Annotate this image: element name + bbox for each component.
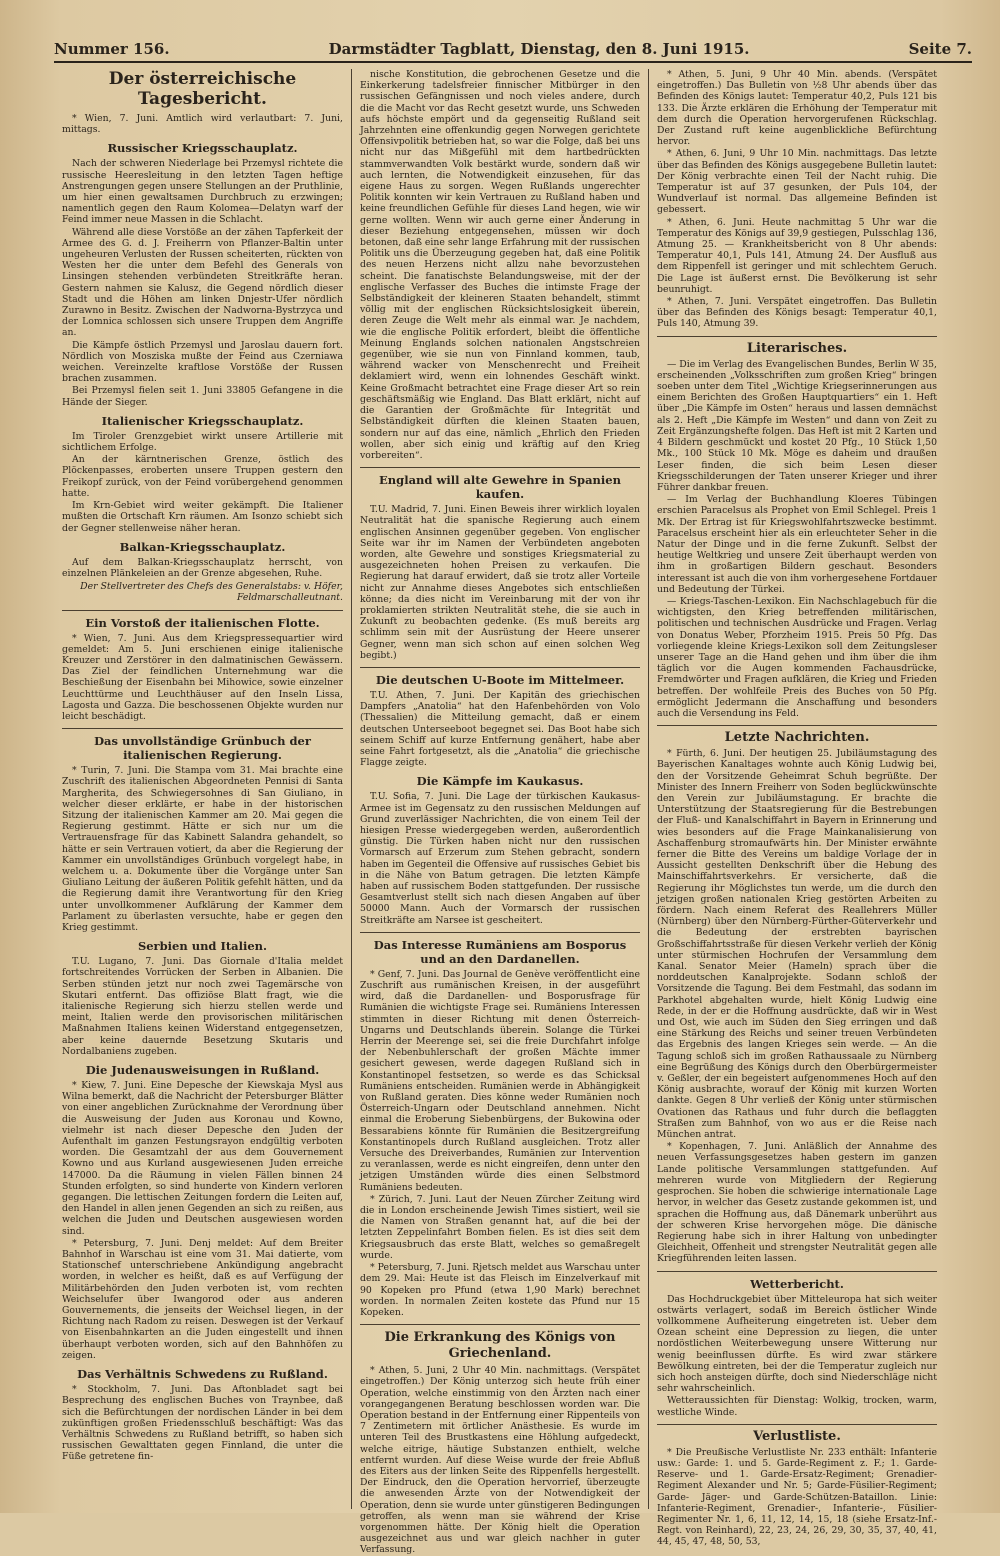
paragraph: * Kiew, 7. Juni. Eine Depesche der Kiewskaja Mysl aus Wilna bemerkt, daß die Nachricht der Petersburger Blätter von einer angeblichen Zurücknahme der Verordnung über die Ausweisung der Juden aus Koronau und Kowno, vielmehr ist nach dieser Depesche den Juden der Aufenthalt im ganzen Festungsrayon endgültig verboten worden. Die Gesamtzahl der aus dem Gouvernement Kowno und aus Kurland ausgewiesenen Juden erreiche 147000. Da die Räumung in vielen Fällen binnen 24 Stunden erfolgten, so sind hunderte von Kindern verloren gegangen. Die lettischen Zeitungen fordern die Leiten auf, den Handel in allen jenen Gegenden an sich zu reißen, aus welchen die Juden und Deutschen ausgewiesen worden sind. xyxy=(62,1080,343,1237)
column-3 xyxy=(648,69,945,1548)
paragraph: * Stockholm, 7. Juni. Das Aftonbladet sagt bei Besprechung des englischen Buches von Traynbee, daß sich die Befürchtungen der nordischen Länder in bei dem zukünftigen großen Friedensschluß beschäftigt: Was das Verhältnis Schwedens zu Rußland betrifft, so haben sich russischen Gewalttaten gegen Finnland, die unter die Füße getretene fin- xyxy=(62,1384,343,1463)
issue-number: Nummer 156. xyxy=(54,40,170,58)
columns xyxy=(54,69,972,1556)
paragraph: * Petersburg, 7. Juni. Rjetsch meldet aus Warschau unter dem 29. Mai: Heute ist das Fleisch im Einzelverkauf mit 90 Kopeken pro Pfund (etwa 1,90 Mark) berechnet worden. In normalen Zeiten kostete das Pfund nur 15 Kopeken. xyxy=(360,1262,640,1318)
paragraph: T.U. Sofia, 7. Juni. Die Lage der türkischen Kaukasus-Armee ist im Gegensatz zu den russischen Meldungen auf Grund zuverlässiger Nachrichten, die von einem Teil der hiesigen Presse wiedergegeben werden, außerordentlich günstig. Die Türken haben nicht nur den russischen Vormarsch auf Erzerum zum Stehen gebracht, sondern haben im Gegenteil die Offensive auf russisches Gebiet bis in die Nähe von Batum getragen. Die letzten Kämpfe haben auf russischem Boden stattgefunden. Der russische Gesamtverlust stellt sich nach diesen Angaben auf über 50000 Mann. Auch der Vormarsch der russischen Streitkräfte am Narsee ist gescheitert. xyxy=(360,791,640,926)
article-headline: Die Kämpfe im Kaukasus. xyxy=(416,774,584,789)
column-1 xyxy=(54,69,351,1509)
paragraph: Das Hochdruckgebiet über Mitteleuropa hat sich weiter ostwärts verlagert, sodaß im Bereich östlicher Winde vollkommene Aufheiterung eingetreten ist. Ueber dem Ozean scheint eine Depression zu liegen, die unter nordöstlichen Weiterbewegung unsere Witterung nur wenig beeinflussen dürfte. Es wird zwar stärkere Bewölkung eintreten, bei der die Temperatur zugleich nur sich hoch ansteigen dürfte, doch sind Niederschläge nicht sehr wahrscheinlich. xyxy=(657,1293,937,1395)
section-title: Verlustliste. xyxy=(657,1424,937,1444)
masthead xyxy=(54,40,972,63)
signature: Der Stellvertreter des Chefs des Generalstabs: v. Höfer, Feldmarschalleutnant. xyxy=(80,581,343,604)
article-headline: Die Judenausweisungen in Rußland. xyxy=(85,1063,320,1078)
paragraph: * Fürth, 6. Juni. Der heutigen 25. Jubiläumstagung des Bayerischen Kanaltages wohnte auch König Ludwig bei, den der Vorsitzende Geheimrat Schuh begrüßte. Der Minister des Innern Freiherr von Soden beglückwünschte den Verein zur Jubiläumstagung. Er brachte die Unterstützung der Staatsregierung für die Bestrebungen der Fluß- und Kanalschiffahrt in Bayern in Erinnerung und wies besonders auf die Frage Mainkanalisierung von Aschaffenburg stromaufwärts hin. Der Minister erwähnte ferner die Bitte des Vereins um baldige Vorlage der in Aussicht gestellten Denkschrift über die Hebung des Mainschiffahrtsverkehrs. Er versicherte, daß die Regierung ihr Möglichstes tun werde, um die durch den jetzigen großen nationalen Krieg gestörten Arbeiten zu fördern. Nach einem Referat des Reallehrers Müller (Nürnberg) über den Nürnberg-Fürther-Güterverkehr und die Bedeutung der erstrebten bayrischen Großschiffahrtsstraße für diesen Verkehr verlieh der König unter stürmischen Hochrufen der Versammlung dem Kanal. Senator Meier (Hameln) sprach über die norddeutschen Kanalprojekte. Sodann schloß der Vorsitzende die Tagung. Bei dem Festmahl, das sodann im Parkhotel abgehalten wurde, hielt König Ludwig eine Rede, in der er die Hoffnung ausdrückte, daß wir in West und Ost, wie auch im Süden den Sieg erringen und daß eine Stärkung des Reichs und seiner treuen Verbündeten das Ergebnis des langen Krieges sein werde. — An die Tagung schloß sich im großen Rathaussaale zu Nürnberg eine Begrüßung des Königs durch den Oberbürgermeister v. Geßler, der ein begeistert aufgenommenes Hoch auf den König ausbrachte, worauf der König mit kurzen Worten dankte. Gegen 8 Uhr verließ der König unter stürmischen Ovationen das Rathaus und fuhr durch die beflaggten Straßen zum Bahnhof, von wo aus er die Reise nach München antrat. xyxy=(657,748,937,1141)
article-headline: Ein Vorstoß der italienischen Flotte. xyxy=(62,610,343,630)
paragraph: * Genf, 7. Juni. Das Journal de Genève veröffentlicht eine Zuschrift aus rumänischen Kreisen, in der ausgeführt wird, daß die Dardanellen- und Bosporusfrage für Rumänien die wichtigste Frage sei. Rumäniens Interessen stimmten in dieser Richtung mit denen Österreich-Ungarns und Deutschlands überein. Solange die Türkei Herrin der Meerenge sei, sei die freie Durchfahrt infolge der Nebenbuhlerschaft der großen Mächte immer gesichert gewesen, werde dagegen Rußland sich in Konstantinopel festsetzen, so werde es das Schicksal Rumäniens entscheiden. Rumänien werde in Abhängigkeit von Rußland geraten. Dies könne weder Rumänien noch Österreich-Ungarn oder Deutschland annehmen. Nicht einmal die Eroberung Siebenbürgens, der Bukowina oder Bessarabiens könnte für Rumänien die Besitzergreifung Konstantinopels durch Rußland ausgleichen. Trotz aller Versuche des Dreiverbandes, Rumänien zur Intervention zu veranlassen, werde es nicht eingreifen, denn unter den jetzigen Umständen würde dies einen Selbstmord Rumäniens bedeuten. xyxy=(360,968,640,1193)
paragraph: T.U. Lugano, 7. Juni. Das Giornale d'Italia meldet fortschreitendes Vorrücken der Serben in Albanien. Die Serben stünden jetzt nur noch zwei Tagemärsche von Skutari entfernt. Das offiziöse Blatt fragt, wie die italienische Regierung sich hierzu stellen werde und meint, Italien werde den provisorischen militärischen Maßnahmen Italiens keinen Widerstand entgegensetzen, aber keine dauernde Besetzung Skutaris und Nordalbaniens zugeben. xyxy=(62,956,343,1057)
paragraph: * Kopenhagen, 7. Juni. Anläßlich der Annahme des neuen Verfassungsgesetzes haben gestern im ganzen Lande politische Versammlungen stattgefunden. Auf mehreren wurde von Mitgliedern der Regierung gesprochen. Sie hoben die schwierige internationale Lage hervor, in welcher das Gesetz zustande gekommen ist, und sprachen die Hoffnung aus, daß Dänemark unberührt aus der schweren Krise hervorgehen möge. Die dänische Regierung habe sich in ihrer Haltung von unbedingter Gleichheit, Offenheit und strengster Neutralität gegen alle Kriegführenden leiten lassen. xyxy=(657,1141,937,1265)
paragraph: * Zürich, 7. Juni. Laut der Neuen Zürcher Zeitung wird die in London erscheinende Jewish Times sistiert, weil sie die Namen von Straßen genannt hat, auf die bei der letzten Zeppelinfahrt Bomben fielen. Es ist dies seit dem Kriegsausbruch das erste Blatt, welches so gemaßregelt wurde. xyxy=(360,1193,640,1261)
article-headline: Das Verhältnis Schwedens zu Rußland. xyxy=(77,1367,328,1382)
newspaper-title: Darmstädter Tagblatt, Dienstag, den 8. Juni 1915. xyxy=(328,40,750,58)
section-title: Letzte Nachrichten. xyxy=(657,725,937,745)
article-headline: Serbien und Italien. xyxy=(137,939,268,954)
paragraph: * Petersburg, 7. Juni. Denj meldet: Auf dem Breiter Bahnhof in Warschau ist eine vom 31. Mai datierte, vom Stationschef unterschriebene Ankündigung angebracht worden, in welcher es heißt, daß es auf Verfügung der Militärbehörden den Juden verboten ist, vom rechten Weichselufer über Iwangorod oder aus anderen Gouvernements, die jenseits der Weichsel liegen, in der Richtung nach Radom zu reisen. Deswegen ist der Verkauf von Eisenbahnkarten an die Juden eingestellt und ihnen überhaupt verboten worden, sich auf den Bahnhöfen zu zeigen. xyxy=(62,1237,343,1361)
column-2 xyxy=(351,69,648,1556)
article-intro: * Wien, 7. Juni. Amtlich wird verlautbart: 7. Juni, mittags. xyxy=(62,113,343,136)
paragraph: Im Tiroler Grenzgebiet wirkt unsere Artillerie mit sichtlichem Erfolge. xyxy=(62,430,343,454)
paragraph: * Athen, 6. Juni. Heute nachmittag 5 Uhr war die Temperatur des Königs auf 39,9 gestiegen, Pulsschlag 136, Atmung 25. — Krankheitsbericht von 8 Uhr abends: Temperatur 40,1, Puls 141, Atmung 24. Der Ausfluß aus dem Rippenfell ist geringer und mit schlechtem Geruch. Die Lage ist äußerst ernst. Die Bevölkerung ist sehr beunruhigt. xyxy=(657,216,937,295)
section-title: Balkan-Kriegsschauplatz. xyxy=(119,539,286,554)
paragraph: * Athen, 7. Juni. Verspätet eingetroffen. Das Bulletin über das Befinden des Königs besagt: Temperatur 40,1, Puls 140, Atmung 39. xyxy=(657,296,937,330)
paragraph: T.U. Madrid, 7. Juni. Einen Beweis ihrer wirklich loyalen Neutralität hat die spanische Regierung auch einem englischen Ansinnen gegenüber gegeben. Von englischer Seite war ihr im Namen der Verbündeten angeboten worden, alte Gewehre und sonstiges Kriegsmaterial zu ausgezeichneten hohen Preisen zu verkaufen. Die Regierung hat darauf erwidert, daß sie trotz aller Vorteile nicht zur Annahme dieses Angebotes sich entschließen könne; da dies nicht im Vereinbarung mit der von ihr proklamierten strikten Neutralität stehe, die sie auch in Zukunft zu beobachten gedenke. (Es muß bereits arg schlimm sein mit der Ausrüstung der Heere unserer Gegner, wenn man sich schon auf einen solchen Weg begibt.) xyxy=(360,504,640,661)
paragraph: Bei Przemysl fielen seit 1. Juni 33805 Gefangene in die Hände der Sieger. xyxy=(62,385,343,408)
paragraph: * Athen, 6. Juni, 9 Uhr 10 Min. nachmittags. Das letzte über das Befinden des Königs ausgegebene Bulletin lautet: Der König verbrachte einen Teil der Nacht ruhig. Die Temperatur ist auf 37 gesunken, der Puls 104, der Wundverlauf ist normal. Das allgemeine Befinden ist gebessert. xyxy=(657,148,937,216)
paragraph: * Wien, 7. Juni. Aus dem Kriegspressequartier wird gemeldet: Am 5. Juni erschienen einige italienische Kreuzer und Zerstörer in den dalmatinischen Gewässern. Das Ziel der feindlichen Unternehmung war die Beschießung der Eisenbahn bei Mihowice, sowie einzelner Leuchttürme und Leuchthäuser auf den Inseln Lissa, Lagosta und Gazza. Die beschossenen Objekte wurden nur leicht beschädigt. xyxy=(62,632,343,722)
section-title: Wetterbericht. xyxy=(657,1271,937,1291)
section-title: Italienischer Kriegsschauplatz. xyxy=(101,413,304,428)
paragraph: * Turin, 7. Juni. Die Stampa vom 31. Mai brachte eine Zuschrift des italienischen Abgeordneten Pennisi di Santa Margherita, des Schwiegersohnes di San Giuliano, in welcher dieser erklärte, er habe in der historischen Sitzung der italienischen Kammer am 20. Mai gegen die Regierung gestimmt. Hätte er sich nur um die Vertrauensfrage für das Kabinett Salandra gehandelt, so hätte er sein Vertrauen votiert, da aber die Regierung der Kammer ein unvollständiges Grünbuch vorgelegt habe, in welchem u. a. Dokumente über die Vorgänge unter San Giuliano Leitung der äußeren Politik gefehlt hätten, und da die Regierung damit ihre Verantwortung für den Krieg unter unvollkommener Aufklärung der Kammer dem Parlament zu überlasten versuchte, habe er gegen den Krieg gestimmt. xyxy=(62,765,343,933)
paragraph: * Athen, 5. Juni, 9 Uhr 40 Min. abends. (Verspätet eingetroffen.) Das Bulletin von ½8 Uhr abends über das Befinden des Königs lautet: Temperatur 40,2, Puls 121 bis 133. Die Ärzte erklären die Erhöhung der Temperatur mit dem durch die Operation hervorgerufenen Rückschlag. Der Zustand ruft keine augenblickliche Befürchtung hervor. xyxy=(657,69,937,148)
paragraph: — Die im Verlag des Evangelischen Bundes, Berlin W 35, erscheinenden „Volksschriften zum großen Krieg“ bringen soeben unter dem Titel „Wichtige Kriegserinnerungen aus einem Berichten des Großen Hauptquartiers“ ein 1. Heft über „Die Kämpfe im Osten“ heraus und lassen demnächst als 2. Heft „Die Kämpfe im Westen“ und dann von Zeit zu Zeit Ergänzungshefte folgen. Das Heft ist mit 2 Karten und 4 Bildern geschmückt und kostet 20 Pfg., 10 Stück 1,50 Mk., 100 Stück 10 Mk. Möge es daheim und draußen Leser finden, die sich beim Lesen dieser Kriegsschilderungen der Taten unserer Krieger und ihrer Führer dankbar freuen. xyxy=(657,358,937,493)
paragraph: — Kriegs-Taschen-Lexikon. Ein Nachschlagebuch für die wichtigsten, den Krieg betreffenden militärischen, politischen und technischen Ausdrücke und Fragen. Verlag von Donatus Weber, Pforzheim 1915. Preis 50 Pfg. Das vorliegende kleine Kriegs-Lexikon soll dem Zeitungsleser unserer Tage an die Hand gehen und ihm über die ihm täglich vor die Augen kommenden Fachausdrücke, Fremdwörter und Fragen aufklären, die Krieg und Frieden betreffen. Der wohlfeile Preis des Buches von 50 Pfg. ermöglicht Jedermann die Anschaffung und besonders auch die Versendung ins Feld. xyxy=(657,595,937,719)
paragraph: nische Konstitution, die gebrochenen Gesetze und die Einkerkerung tadelsfreier finnischer Mitbürger in den russischen Gefängnissen und noch vieles andere, durch die die Macht vor das Recht gesetzt wurde, uns Schweden aufs höchste empört und da gegenseitig Rußland seit Jahrzehnten eine offenkundig gegen Norwegen gerichtete Offensivpolitik betrieben hat, so war die Folge, daß bei uns nicht nur das Mißgefühl mit dem hartbedrückten stammverwandten Volk bestärkt wurde, sondern daß wir auch lernten, die Notwendigkeit einzusehen, für das eigene Haus zu sorgen. Wegen Rußlands ungerechter Politik konnten wir kein Vertrauen zu Rußland haben und keine freundlichen Gefühle für dieses Land hegen, wie wir gerne wollten. Wenn wir auch gerne einer Änderung in dieser Beziehung entgegensehen, müssen wir doch betonen, daß eine sehr lange Erfahrung mit der russischen Politik uns die Überzeugung gegeben hat, daß eine Politik des neuen Herzens nicht allzu nahe bevorzustehen scheint. Die fanatischste Belandungsweise, mit der der englische Verfasser des Buches die intimste Frage der Selbständigkeit der kleineren Staaten behandelt, stimmt völlig mit der englischen Rücksichtslosigkeit überein, deren Zeuge die Welt mehr als einmal war. Je nachdem, wie die englische Politik erfordert, bleibt die öffentliche Meinung Englands solchen nationalen Angstschreien gegenüber, wie sie nun von Finnland kommen, taub, während wacker von Menschenrecht und Freiheit deklamiert wird, wenn ein lohnendes Geschäft winkt. Keine Großmacht betrachtet eine Frage dieser Art so rein geschäftsmäßig wie England. Das Blatt erklärt, nicht auf die Garantien der Großmächte für Integrität und Selbständigkeit dürften die kleinen Staaten bauen, sondern nur auf das eine, nämlich „Ehrlich den Frieden wollen, aber sich einig und kräftig auf den Krieg vorbereiten“. xyxy=(360,69,640,461)
paragraph: * Athen, 5. Juni, 2 Uhr 40 Min. nachmittags. (Verspätet eingetroffen.) Der König unterzog sich heute früh einer Operation, welche einstimmig von den Ärzten nach einer vorangegangenen Beratung beschlossen worden war. Die Operation bestand in der Entfernung einer Rippenteils von 7 Zentimetern mit örtlicher Anästhesie. Es wurde im unteren Teil des Brustkastens eine Höhlung aufgedeckt, welche eitrige, häutige Substanzen enthielt, welche entfernt wurden. Auf diese Weise wurde der freie Abfluß des Eiters aus der linken Seite des Rippenfells hergestellt. Der Eindruck, den die Operation hervorrief, überzeugte die anwesenden Ärzte von der Notwendigkeit der Operation, denn sie wurde unter günstigeren Bedingungen getroffen, als wenn man sie während der Krise vorgenommen hätte. Der König hielt die Operation ausgezeichnet aus und war gleich nachher in guter Verfassung. xyxy=(360,1365,640,1556)
paragraph: Im Krn-Gebiet wird weiter gekämpft. Die Italiener mußten die Ortschaft Krn räumen. Am Isonzo schiebt sich der Gegner stellenweise näher heran. xyxy=(62,500,343,534)
article-headline: Das Interesse Rumäniens am Bosporus und an den Dardanellen. xyxy=(360,932,640,966)
paragraph: Wetteraussichten für Dienstag: Wolkig, trocken, warm, westliche Winde. xyxy=(657,1395,937,1418)
article-headline: Die Erkrankung des Königs von Griechenland. xyxy=(360,1324,640,1362)
section-title: Literarisches. xyxy=(657,336,937,356)
paragraph: T.U. Athen, 7. Juni. Der Kapitän des griechischen Dampfers „Anatolia“ hat den Hafenbehörden von Volo (Thessalien) die Mitteilung gemacht, daß er einem deutschen Unterseeboot begegnet sei. Das Boot habe sich seinem Schiff auf kurze Entfernung genähert, habe aber seine Fahrt fortgesetzt, als die „Anatolia“ die griechische Flagge zeigte. xyxy=(360,689,640,769)
article-headline: England will alte Gewehre in Spanien kaufen. xyxy=(360,467,640,501)
paragraph: — Im Verlag der Buchhandlung Kloeres Tübingen erschien Paracelsus als Prophet von Emil Schlegel. Preis 1 Mk. Der Ertrag ist für Kriegswohlfahrtszwecke bestimmt. Paracelsus erscheint hier als ein erleuchteter Seher in die Natur der Dinge und in die ferne Zukunft. Selbst der heutige Weltkrieg und unsere Zeit überhaupt werden von ihm in großartigen Bildern geschaut. Besonders interessant ist auch die von ihm vorhergesehene Fortdauer und Bedeutung der Türkei. xyxy=(657,494,937,595)
main-headline: Der österreichische Tagesbericht. xyxy=(108,69,297,109)
article-headline: Die deutschen U-Boote im Mittelmeer. xyxy=(360,667,640,687)
section-title: Russischer Kriegsschauplatz. xyxy=(107,141,298,156)
page-number: Seite 7. xyxy=(908,40,972,58)
paragraph: * Die Preußische Verlustliste Nr. 233 enthält: Infanterie usw.: Garde: 1. und 5. Garde-Regiment z. F.; 1. Garde-Reserve- und 1. Garde-Ersatz-Regiment; Grenadier-Regiment Alexander und Nr. 5; Garde-Füsilier-Regiment; Garde- Jäger- und Garde-Schützen-Bataillon. Linie: Infanterie-Regiment, Grenadier-, Infanterie-, Füsilier-Regimenter Nr. 1, 6, 11, 12, 14, 15, 18 (siehe Ersatz-Inf.-Regt. von Reinhard), 22, 23, 24, 26, 29, 30, 35, 37, 40, 41, 44, 45, 47, 48, 50, 53, xyxy=(657,1446,937,1548)
paragraph: Auf dem Balkan-Kriegsschauplatz herrscht, von einzelnen Plänkeleien an der Grenze abgesehen, Ruhe. xyxy=(62,556,343,579)
article-headline: Das unvollständige Grünbuch der italienischen Regierung. xyxy=(62,728,343,762)
paragraph: Nach der schweren Niederlage bei Przemysl richtete die russische Heeresleitung in den letzten Tagen heftige Anstrengungen gegen unsere Stellungen an der Pruthlinie, um hier einen gewaltsamen Durchbruch zu erzwingen; namentlich gegen den Raum Kolomea—Delatyn warf der Feind immer neue Massen in die Schlacht. xyxy=(62,158,343,226)
paragraph: An der kärntnerischen Grenze, östlich des Plöckenpasses, eroberten unsere Truppen gestern den Freikopf zurück, von der Feind vorübergehend genommen hatte. xyxy=(62,454,343,499)
paragraph: Während alle diese Vorstöße an der zähen Tapferkeit der Armee des G. d. J. Freiherrn von Pflanzer-Baltin unter ungeheuren Verlusten der Russen scheiterten, rückten von Westen her die unter dem Befehl des Generals von Linsingen stehenden verbündeten Streitkräfte heran. Gestern nahmen sie Kalusz, die Gegend nördlich dieser Stadt und die Höhen am linken Dnjestr-Ufer nördlich Zurawno in Besitz. Zwischen der Nadworna-Bystrzyca und der Lomnica schlossen sich unsere Truppen dem Angriffe an. xyxy=(62,226,343,339)
paragraph: Die Kämpfe östlich Przemysl und Jaroslau dauern fort. Nördlich von Mosziska mußte der Feind aus Czerniawa weichen. Vereinzelte kraftlose Vorstöße der Russen brachen zusammen. xyxy=(62,339,343,385)
